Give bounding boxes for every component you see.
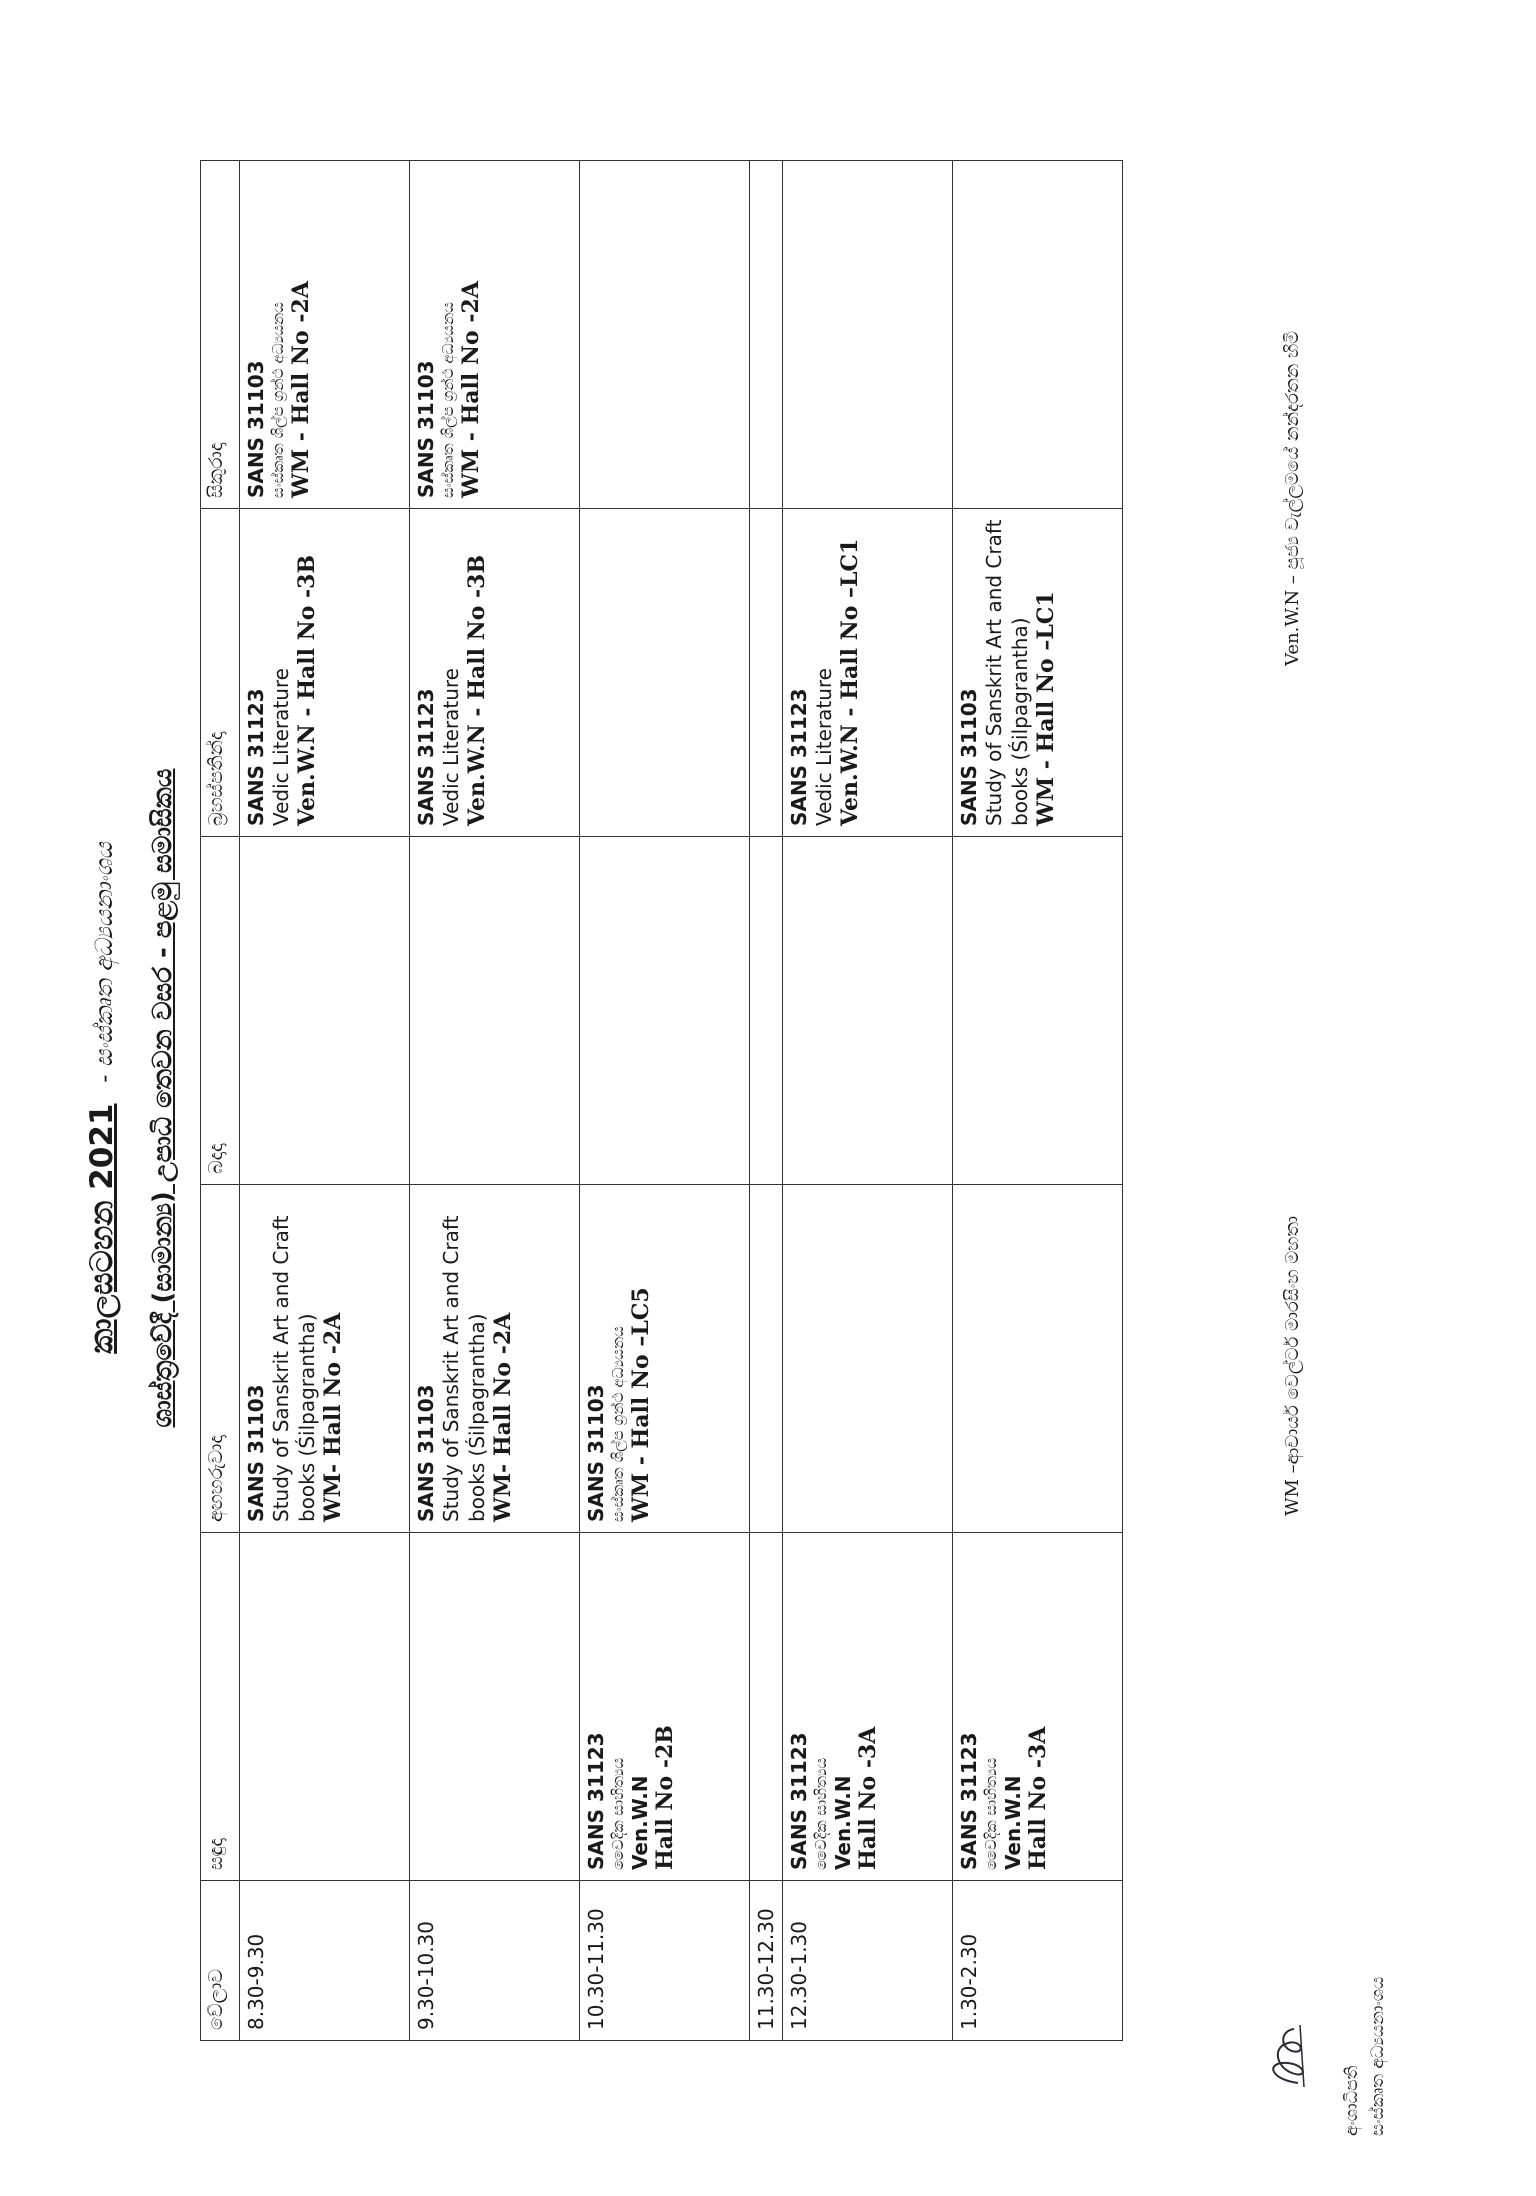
title-handwritten: - සංස්කෘත අධ්‍යයනාංශය [90, 842, 118, 1083]
course-code: SANS 31103 [957, 688, 981, 826]
header-tuesday: අඟහරුවාදා [201, 1185, 240, 1533]
course-title-sinhala: සංස්කෘත ශිල්ප ග්‍රන්ථ අධ්‍යයනය [609, 1326, 627, 1522]
course-code: SANS 31103 [244, 1384, 268, 1522]
class-cell [783, 1533, 953, 1881]
legend-wm: WM –ආචාර්ය වෙල්ටර් මාරසිංහ මහතා [1282, 1216, 1303, 1516]
course-title-sinhala: වෛදික සාහිත්‍යය [982, 1757, 1000, 1870]
time-cell [240, 1881, 410, 2041]
header-time: වේලාව [201, 1881, 240, 2041]
course-title-sinhala: වෛදික සාහිත්‍යය [609, 1757, 627, 1870]
class-cell [953, 509, 1123, 837]
course-title-sinhala: සංස්කෘත ශිල්ප ග්‍රන්ථ අධ්‍යයනය [269, 302, 287, 498]
course-code: SANS 31103 [414, 1384, 438, 1522]
cell-empty [953, 1185, 1123, 1533]
time-label: 9.30-10.30 [414, 1920, 438, 2030]
course-code: SANS 31123 [787, 1732, 811, 1870]
course-teacher-hall: Ven.W.N - Hall No -3B [464, 554, 490, 826]
course-title: Study of Sanskrit Art and Craft books (Śilpagrantha) [439, 1215, 489, 1522]
signature-block [1340, 1977, 1391, 2136]
class-cell [410, 1185, 580, 1533]
page-title [84, 0, 121, 2196]
course-teacher: Ven.W.N [628, 1775, 653, 1870]
course-code: SANS 31103 [584, 1384, 608, 1522]
course-hall: Hall No -3A [1025, 1726, 1052, 1870]
cell-empty [953, 161, 1123, 509]
table-row [750, 161, 783, 2041]
time-cell [410, 1881, 580, 2041]
time-cell [580, 1881, 750, 2041]
page-subtitle: ශාස්ත්‍රවේදී (සාමාන්‍ය) උපාධි තෙවන වසර - පළමු සමාසිකය [148, 768, 178, 1428]
cell-empty [410, 1533, 580, 1881]
title-main: කාලසටහන 2021 [84, 1103, 120, 1354]
table-row [240, 161, 410, 2041]
course-code: SANS 31123 [414, 688, 438, 826]
course-hall: WM- Hall No -2A [490, 1312, 516, 1522]
time-label: 12.30-1.30 [787, 1920, 811, 2030]
cell-empty [580, 161, 750, 509]
course-code: SANS 31123 [244, 688, 268, 826]
class-cell [410, 161, 580, 509]
course-title: Study of Sanskrit Art and Craft books (Śilpagrantha) [982, 519, 1032, 826]
table-row [580, 161, 750, 2041]
course-title: Vedic Literature [439, 668, 463, 826]
course-hall: WM- Hall No -2A [320, 1312, 346, 1522]
course-code: SANS 31103 [244, 360, 268, 498]
class-cell [240, 509, 410, 837]
course-hall: WM - Hall No –LC5 [628, 1287, 655, 1522]
course-code: SANS 31103 [414, 360, 438, 498]
header-friday: සිකුරාදා [201, 161, 240, 509]
course-code: SANS 31123 [787, 688, 811, 826]
timetable [200, 160, 1123, 2041]
cell-empty [240, 1533, 410, 1881]
cell-empty [783, 837, 953, 1185]
cell-empty [953, 837, 1123, 1185]
course-hall: Hall No -2B [652, 1725, 679, 1870]
cell-empty [750, 509, 783, 837]
class-cell [240, 161, 410, 509]
table-row [410, 161, 580, 2041]
cell-empty [783, 161, 953, 509]
course-hall: Hall No -3A [855, 1726, 882, 1870]
time-cell [953, 1881, 1123, 2041]
time-cell [783, 1881, 953, 2041]
class-cell [953, 1533, 1123, 1881]
cell-empty [240, 837, 410, 1185]
table-row [783, 161, 953, 2041]
time-label: 10.30-11.30 [584, 1908, 608, 2030]
course-title: Vedic Literature [812, 668, 836, 826]
course-teacher-hall: Ven.W.N - Hall No -3B [294, 554, 320, 826]
time-label: 1.30-2.30 [957, 1933, 981, 2030]
header-thursday: බ්‍රහස්පතින්දා [201, 509, 240, 837]
course-teacher-hall: Ven.W.N - Hall No –LC1 [837, 538, 863, 826]
legend-vwn: Ven.W.N – පූජ්‍ය වැල්ලමයේ නන්දරතන හිමි [1282, 330, 1303, 666]
cell-empty [580, 509, 750, 837]
header-wednesday: බදාදා [201, 837, 240, 1185]
course-hall: WM - Hall No –LC1 [1033, 591, 1059, 826]
course-title-sinhala: වෛදික සාහිත්‍යය [812, 1757, 830, 1870]
cell-empty [410, 837, 580, 1185]
signature-department: සංස්කෘත අධ්‍යයනාංශය [1367, 1976, 1388, 2136]
course-hall: WM - Hall No -2A [458, 281, 485, 498]
signature-mark [1258, 2021, 1313, 2091]
course-teacher: Ven.W.N [1001, 1775, 1026, 1870]
table-row [953, 161, 1123, 2041]
course-code: SANS 31123 [584, 1732, 608, 1870]
cell-empty [750, 161, 783, 509]
class-cell [580, 1185, 750, 1533]
course-code: SANS 31123 [957, 1732, 981, 1870]
cell-empty [783, 1185, 953, 1533]
course-title: Vedic Literature [269, 668, 293, 826]
table-header-row [201, 161, 240, 2041]
time-cell [750, 1881, 783, 2041]
class-cell [240, 1185, 410, 1533]
cell-empty [580, 837, 750, 1185]
cell-empty [750, 837, 783, 1185]
course-teacher: Ven.W.N [831, 1775, 856, 1870]
cell-empty [750, 1533, 783, 1881]
cell-empty [750, 1185, 783, 1533]
class-cell [410, 509, 580, 837]
time-label: 8.30-9.30 [244, 1933, 268, 2030]
time-label: 11.30-12.30 [754, 1908, 778, 2030]
header-monday: සඳුදා [201, 1533, 240, 1881]
class-cell [580, 1533, 750, 1881]
course-title: Study of Sanskrit Art and Craft books (Śilpagrantha) [269, 1215, 319, 1522]
signature-title: අංශාධිපති [1342, 2065, 1362, 2136]
class-cell [783, 509, 953, 837]
course-hall: WM - Hall No -2A [288, 281, 315, 498]
course-title-sinhala: සංස්කෘත ශිල්ප ග්‍රන්ථ අධ්‍යයනය [439, 302, 457, 498]
